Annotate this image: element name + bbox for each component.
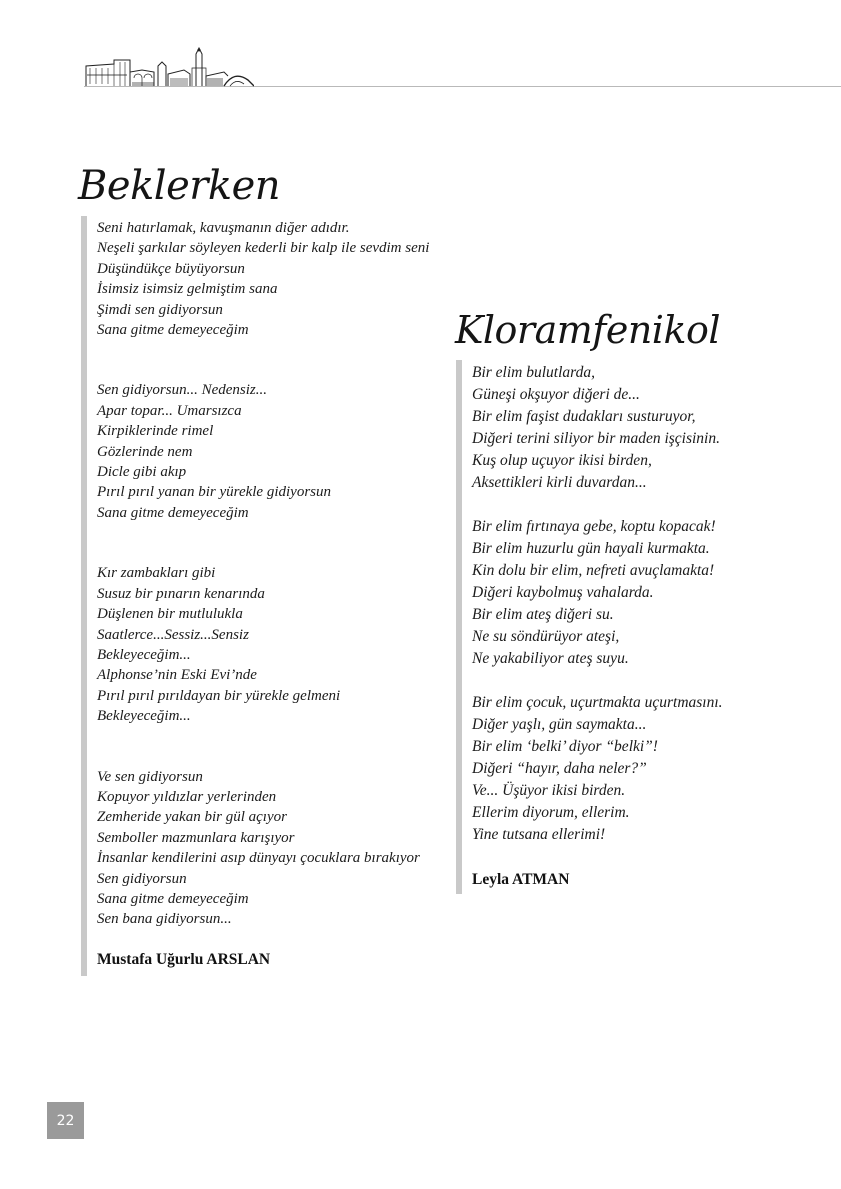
poem-beklerken — [76, 160, 429, 976]
poem-author: Leyla ATMAN — [472, 871, 570, 888]
stanza-gap — [97, 523, 429, 563]
verse-line: Ellerim diyorum, ellerim. — [472, 804, 630, 821]
poem-body — [81, 216, 429, 976]
verse-line: Bekleyeceğim... — [97, 646, 191, 663]
verse-line: Diğeri kaybolmuş vahalarda. — [472, 584, 654, 601]
poem-author: Mustafa Uğurlu ARSLAN — [97, 950, 271, 968]
stanza — [472, 516, 723, 670]
verse-line: Diğeri terini siliyor bir maden işçisinin. — [472, 430, 720, 447]
verse-line: Kin dolu bir elim, nefreti avuçlamakta! — [472, 562, 715, 579]
verse-line: Sana gitme demeyeceğim — [97, 322, 249, 339]
verse-line: Bir elim ateş diğeri su. — [472, 606, 614, 623]
verse-line: İsimsiz isimsiz gelmiştim sana — [97, 281, 278, 298]
verse-line: Saatlerce...Sessiz...Sensiz — [97, 626, 249, 643]
verse-line: Ve sen gidiyorsun — [97, 768, 203, 785]
verse-line: Bir elim huzurlu gün hayali kurmakta. — [472, 540, 710, 557]
verse-line: Diğer yaşlı, gün saymakta... — [472, 716, 647, 733]
poem-title: Kloramfenikol — [455, 308, 721, 352]
stanza-gap — [97, 340, 429, 380]
verse-line: Pırıl pırıl yanan bir yürekle gidiyorsun — [97, 484, 332, 501]
verse-line: Susuz bir pınarın kenarında — [97, 585, 265, 602]
verse-line: Düşlenen bir mutlulukla — [97, 606, 243, 623]
verse-line: Bir elim fırtınaya gebe, koptu kopacak! — [472, 518, 716, 535]
verse-line: Şimdi sen gidiyorsun — [97, 301, 223, 318]
verse-line: Gözlerinde nem — [97, 443, 193, 460]
verse-line: Sen gidiyorsun — [97, 870, 187, 887]
verse-line: Güneşi okşuyor diğeri de... — [472, 386, 640, 403]
verse-line: Bir elim ‘belki’ diyor “belki”! — [472, 738, 658, 755]
verse-line: Seni hatırlamak, kavuşmanın diğer adıdır. — [97, 220, 350, 236]
stanza-gap — [472, 494, 723, 516]
verse-line: Sana gitme demeyeceğim — [97, 890, 249, 907]
stanza-gap — [472, 670, 723, 692]
stanza — [472, 362, 723, 494]
verse-line: Pırıl pırıl pırıldayan bir yürekle gelmeni — [97, 687, 341, 704]
verse-line: Ne su söndürüyor ateşi, — [472, 628, 620, 645]
verse-line: Aksettikleri kirli duvardan... — [472, 474, 647, 491]
verse-line: Sen gidiyorsun... Nedensiz... — [97, 382, 267, 399]
verse-line: Ne yakabiliyor ateş suyu. — [472, 650, 629, 667]
poem-title: Beklerken — [78, 163, 281, 209]
verse-line: Diğeri “hayır, daha neler?” — [472, 760, 647, 777]
verse-line: Bir elim faşist dudakları susturuyor, — [472, 408, 696, 425]
verse-line: Yine tutsana ellerimi! — [472, 826, 606, 843]
verse-line: Ve... Üşüyor ikisi birden. — [472, 782, 626, 799]
stanza — [97, 563, 429, 726]
poem-kloramfenikol — [455, 306, 723, 894]
verse-line: Bir elim bulutlarda, — [472, 364, 595, 381]
verse-line: Sana gitme demeyeceğim — [97, 504, 249, 521]
verse-line: Zemheride yakan bir gül açıyor — [97, 809, 287, 826]
verse-line: Kirpiklerinde rimel — [97, 423, 214, 440]
verse-line: Alphonse’nin Eski Evi’nde — [97, 667, 257, 684]
page-number: 22 — [47, 1102, 84, 1139]
verse-line: Kır zambakları gibi — [97, 565, 216, 582]
city-skyline-illustration — [84, 44, 254, 88]
stanza — [97, 380, 429, 523]
verse-line: Neşeli şarkılar söyleyen kederli bir kalp ile sevdim seni — [97, 240, 430, 257]
verse-line: Semboller mazmunlara karışıyor — [97, 829, 295, 846]
stanza — [472, 692, 723, 846]
stanza-gap — [97, 727, 429, 767]
verse-line: Sen bana gidiyorsun... — [97, 911, 232, 928]
stanza — [97, 767, 429, 930]
verse-line: Düşündükçe büyüyorsun — [97, 260, 245, 277]
verse-line: Bekleyeceğim... — [97, 708, 191, 725]
verse-line: Bir elim çocuk, uçurtmakta uçurtmasını. — [472, 694, 723, 711]
verse-line: Dicle gibi akıp — [97, 464, 187, 481]
poem-body — [456, 360, 723, 894]
verse-line: Kopuyor yıldızlar yerlerinden — [97, 788, 277, 805]
verse-line: İnsanlar kendilerini asıp dünyayı çocuklara bırakıyor — [97, 850, 420, 867]
stanza — [97, 218, 429, 340]
verse-line: Kuş olup uçuyor ikisi birden, — [472, 452, 652, 469]
verse-line: Apar topar... Umarsızca — [97, 402, 242, 419]
